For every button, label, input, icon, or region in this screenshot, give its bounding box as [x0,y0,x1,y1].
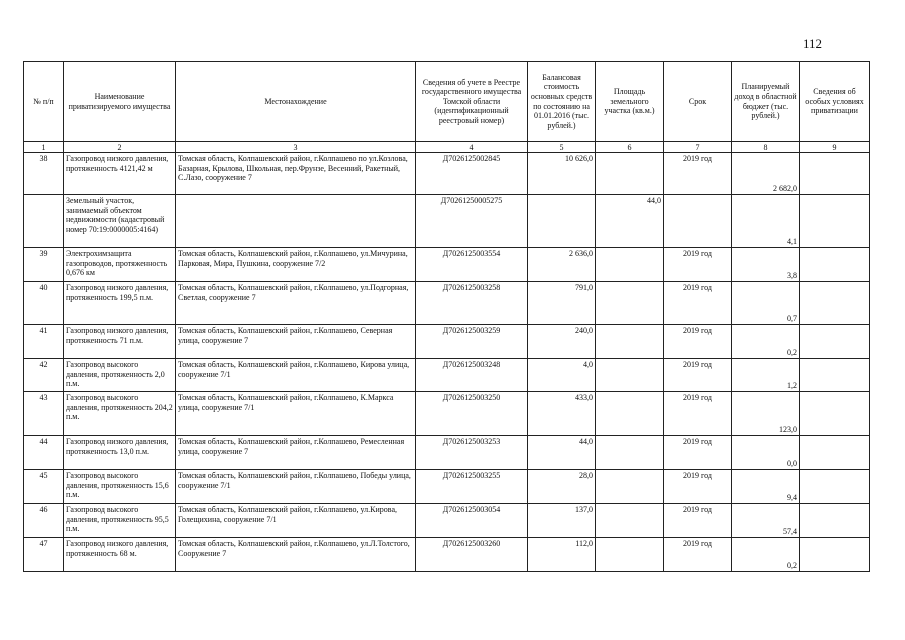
column-number: 3 [176,142,416,153]
privatization-term: 2019 год [664,470,732,504]
table-row [24,153,870,195]
land-area [596,195,664,248]
property-name: Газопровод высокого давления, протяженность 15,6 п.м. [64,470,176,504]
land-area [596,248,664,282]
row-number: 38 [24,153,64,195]
land-area [596,282,664,325]
registry-number: Д7026125003054 [416,504,528,538]
row-number: 43 [24,392,64,436]
planned-income-value: 57,4 [783,527,797,537]
privatization-term: 2019 год [664,359,732,392]
land-area [596,359,664,392]
property-location: Томская область, Колпашевский район, г.Колпашево, ул.Кирова, Голещихина, сооружение 7/1 [176,504,416,538]
row-number: 45 [24,470,64,504]
row-number: 41 [24,325,64,359]
header-cell: Площадь земельного участка (кв.м.) [596,62,664,142]
planned-income [732,195,800,248]
planned-income [732,392,800,436]
special-conditions [800,153,870,195]
registry-number: Д7026125003253 [416,436,528,470]
privatization-term: 2019 год [664,538,732,572]
table-row [24,538,870,572]
balance-value: 44,0 [528,436,596,470]
planned-income [732,153,800,195]
balance-value: 28,0 [528,470,596,504]
privatization-term: 2019 год [664,392,732,436]
table-row [24,436,870,470]
balance-value: 137,0 [528,504,596,538]
registry-number: Д70261250005275 [416,195,528,248]
row-number: 39 [24,248,64,282]
property-location: Томская область, Колпашевский район, г.Колпашево, ул.Мичурина, Парковая, Мира, Пушкина, сооружение 7/2 [176,248,416,282]
balance-value: 112,0 [528,538,596,572]
planned-income-value: 0,0 [787,459,797,469]
registry-number: Д7026125003258 [416,282,528,325]
property-location [176,195,416,248]
registry-number: Д7026125002845 [416,153,528,195]
table-row [24,325,870,359]
property-name: Газопровод высокого давления, протяженность 95,5 п.м. [64,504,176,538]
planned-income-value: 123,0 [779,425,797,435]
table-row [24,392,870,436]
land-area [596,504,664,538]
planned-income-value: 0,2 [787,561,797,571]
special-conditions [800,504,870,538]
column-number: 8 [732,142,800,153]
special-conditions [800,470,870,504]
planned-income-value: 2 682,0 [773,184,797,194]
planned-income [732,248,800,282]
planned-income [732,504,800,538]
table-row [24,248,870,282]
special-conditions [800,282,870,325]
balance-value: 240,0 [528,325,596,359]
land-area [596,325,664,359]
row-number: 44 [24,436,64,470]
land-area [596,470,664,504]
registry-number: Д7026125003248 [416,359,528,392]
balance-value: 433,0 [528,392,596,436]
page-number: 112 [803,36,823,51]
registry-number: Д7026125003250 [416,392,528,436]
property-name: Электрохимзащита газопроводов, протяженность 0,676 км [64,248,176,282]
special-conditions [800,436,870,470]
property-location: Томская область, Колпашевский район, г.Колпашево, К.Маркса улица, сооружение 7/1 [176,392,416,436]
property-location: Томская область, Колпашевский район, г.Колпашево, Ремесленная улица, сооружение 7 [176,436,416,470]
property-name: Газопровод высокого давления, протяженность 204,2 п.м. [64,392,176,436]
property-name: Газопровод низкого давления, протяженность 13,0 п.м. [64,436,176,470]
table-body [24,153,870,572]
property-name: Газопровод низкого давления, протяженность 199,5 п.м. [64,282,176,325]
property-location: Томская область, Колпашевский район, г.Колпашево, ул.Л.Толстого, Сооружение 7 [176,538,416,572]
planned-income [732,470,800,504]
column-number: 6 [596,142,664,153]
property-name: Газопровод низкого давления, протяженность 71 п.м. [64,325,176,359]
header-cell: Наименование приватизируемого имущества [64,62,176,142]
column-number: 2 [64,142,176,153]
property-name: Земельный участок, занимаемый объектом недвижимости (кадастровый номер 70:19:0000005:4164) [64,195,176,248]
land-area [596,153,664,195]
balance-value: 791,0 [528,282,596,325]
property-location: Томская область, Колпашевский район, г.Колпашево по ул.Козлова, Базарная, Крылова, Школьная, пер.Фрунзе, Весенний, Ракетный, С.Лазо, сооружение 7 [176,153,416,195]
column-number: 5 [528,142,596,153]
special-conditions [800,325,870,359]
balance-value: 2 636,0 [528,248,596,282]
table-row [24,195,870,248]
header-cell: Планируемый доход в областной бюджет (тыс. рублей.) [732,62,800,142]
planned-income [732,325,800,359]
row-number: 42 [24,359,64,392]
property-location: Томская область, Колпашевский район, г.Колпашево, Победы улица, сооружение 7/1 [176,470,416,504]
land-area-value: 44,0 [647,196,661,205]
header-cell: Срок [664,62,732,142]
special-conditions [800,195,870,248]
special-conditions [800,359,870,392]
property-location: Томская область, Колпашевский район, г.Колпашево, Кирова улица, сооружение 7/1 [176,359,416,392]
registry-number: Д7026125003554 [416,248,528,282]
planned-income-value: 9,4 [787,493,797,503]
privatization-term [664,195,732,248]
balance-value: 10 626,0 [528,153,596,195]
balance-value: 4,0 [528,359,596,392]
planned-income-value: 1,2 [787,381,797,391]
column-number: 1 [24,142,64,153]
row-number: 46 [24,504,64,538]
property-name: Газопровод низкого давления, протяженность 68 м. [64,538,176,572]
property-name: Газопровод низкого давления, протяженность 4121,42 м [64,153,176,195]
registry-number: Д7026125003260 [416,538,528,572]
registry-number: Д7026125003259 [416,325,528,359]
planned-income [732,436,800,470]
privatization-term: 2019 год [664,282,732,325]
row-number [24,195,64,248]
privatization-table [23,61,870,572]
planned-income [732,282,800,325]
planned-income [732,359,800,392]
column-number: 9 [800,142,870,153]
planned-income-value: 0,7 [787,314,797,324]
registry-number: Д7026125003255 [416,470,528,504]
row-number: 40 [24,282,64,325]
planned-income-value: 0,2 [787,348,797,358]
header-row [24,62,870,142]
header-cell: Балансовая стоимость основных средств по состоянию на 01.01.2016 (тыс. рублей.) [528,62,596,142]
table-row [24,504,870,538]
column-number: 7 [664,142,732,153]
header-cell: № п/п [24,62,64,142]
header-cell: Местонахождение [176,62,416,142]
column-number-row [24,142,870,153]
privatization-term: 2019 год [664,325,732,359]
privatization-term: 2019 год [664,153,732,195]
special-conditions [800,538,870,572]
table-row [24,282,870,325]
property-name: Газопровод высокого давления, протяженность 2,0 п.м. [64,359,176,392]
balance-value [528,195,596,248]
privatization-term: 2019 год [664,504,732,538]
planned-income [732,538,800,572]
special-conditions [800,392,870,436]
planned-income-value: 3,8 [787,271,797,281]
special-conditions [800,248,870,282]
row-number: 47 [24,538,64,572]
header-cell: Сведения об учете в Реестре государственного имущества Томской области (идентификационный реестровый номер) [416,62,528,142]
table-row [24,359,870,392]
table-row [24,470,870,504]
table-header [24,62,870,153]
property-location: Томская область, Колпашевский район, г.Колпашево, ул.Подгорная, Светлая, сооружение 7 [176,282,416,325]
privatization-term: 2019 год [664,248,732,282]
land-area [596,392,664,436]
header-cell: Сведения об особых условиях приватизации [800,62,870,142]
privatization-term: 2019 год [664,436,732,470]
land-area [596,538,664,572]
planned-income-value: 4,1 [787,237,797,247]
property-location: Томская область, Колпашевский район, г.Колпашево, Северная улица, сооружение 7 [176,325,416,359]
column-number: 4 [416,142,528,153]
land-area [596,436,664,470]
